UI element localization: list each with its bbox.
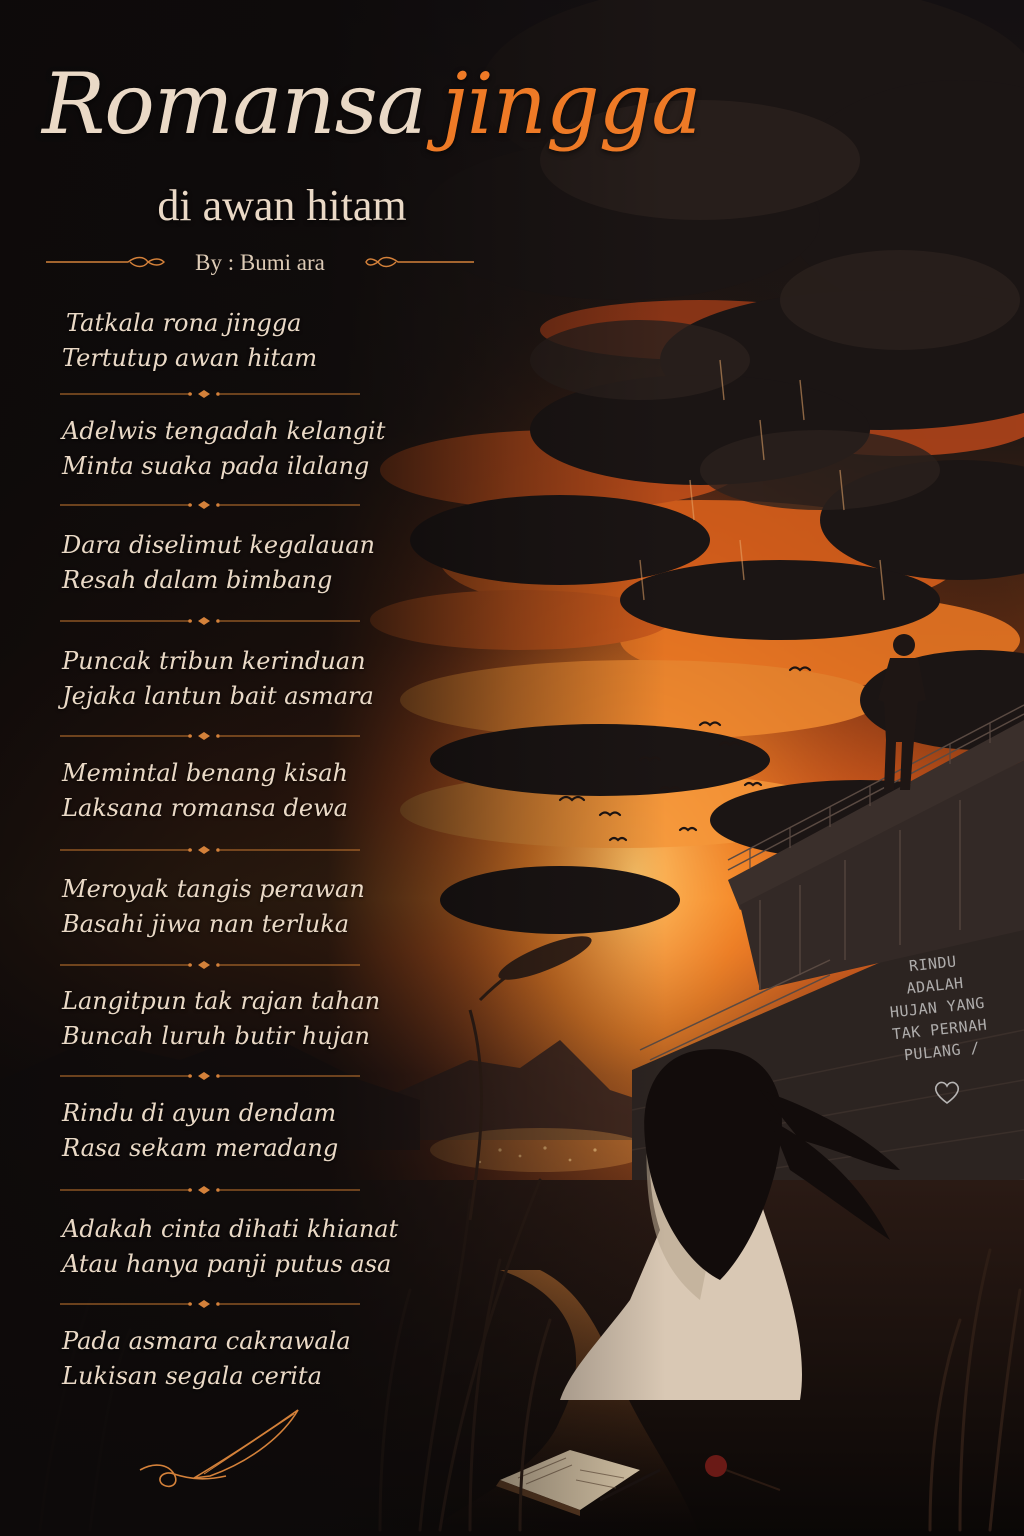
graffiti-line: ADALAH [905,973,965,998]
wall-graffiti [864,946,1011,1070]
ornament-divider-icon [60,844,360,856]
poem-line: Minta suaka pada ilalang [62,452,370,480]
graffiti-line: HUJAN YANG [889,993,986,1022]
ornament-divider-icon [44,252,168,272]
poem-line: Meroyak tangis perawan [62,875,365,903]
ornament-divider-icon [60,499,360,511]
poem-line: Lukisan segala cerita [62,1362,322,1390]
poem-line: Rindu di ayun dendam [62,1099,337,1127]
poem-line: Tatkala rona jingga [66,309,302,337]
poster-header [0,0,1024,280]
ornament-divider-icon [60,730,360,742]
poem-stanza [62,306,422,376]
poem-line: Jejaka lantun bait asmara [62,682,374,710]
ornament-divider-icon [60,1298,360,1310]
poster-subtitle: di awan hitam [157,181,407,230]
poem-line: Dara diselimut kegalauan [62,531,375,559]
ornament-divider-icon [60,388,360,400]
poem-line: Buncah luruh butir hujan [62,1022,370,1050]
ornament-divider-icon [364,252,476,272]
poem-line: Tertutup awan hitam [62,344,318,372]
poem-line: Atau hanya panji putus asa [62,1250,392,1278]
poem-line: Laksana romansa dewa [62,794,348,822]
poem-stanza [62,756,422,826]
title-word-jingga: jingga [441,55,701,153]
graffiti-line: PULANG / [903,1038,981,1065]
poem-line: Pada asmara cakrawala [62,1327,351,1355]
poem-stanza [62,414,422,484]
poem-line: Basahi jiwa nan terluka [62,910,350,938]
byline-row [44,246,476,282]
poem-stanza [62,1096,422,1166]
poster-title [42,54,700,154]
feather-quill-icon [134,1404,324,1494]
poem-stanza [62,984,422,1054]
poem-line: Memintal benang kisah [62,759,349,787]
poem-stanza [62,1212,422,1282]
poem-line: Resah dalam bimbang [62,566,333,594]
ornament-divider-icon [60,959,360,971]
graffiti-line: RINDU [908,952,958,976]
poem-stanza [62,1324,422,1394]
poem-line: Adelwis tengadah kelangit [62,417,386,445]
graffiti-line: TAK PERNAH [891,1015,989,1044]
title-word-romansa: Romansa [42,55,426,153]
poem-line: Puncak tribun kerinduan [62,647,366,675]
poem-line: Rasa sekam meradang [62,1134,339,1162]
poem-stanza [62,872,422,942]
author-byline: By : Bumi ara [195,250,325,275]
heart-icon [932,1078,962,1106]
ornament-divider-icon [60,1184,360,1196]
ornament-divider-icon [60,615,360,627]
ornament-divider-icon [60,1070,360,1082]
poem-line: Adakah cinta dihati khianat [62,1215,399,1243]
poem-stanza [62,528,422,598]
poem-stanza [62,644,422,714]
poem-line: Langitpun tak rajan tahan [62,987,381,1015]
